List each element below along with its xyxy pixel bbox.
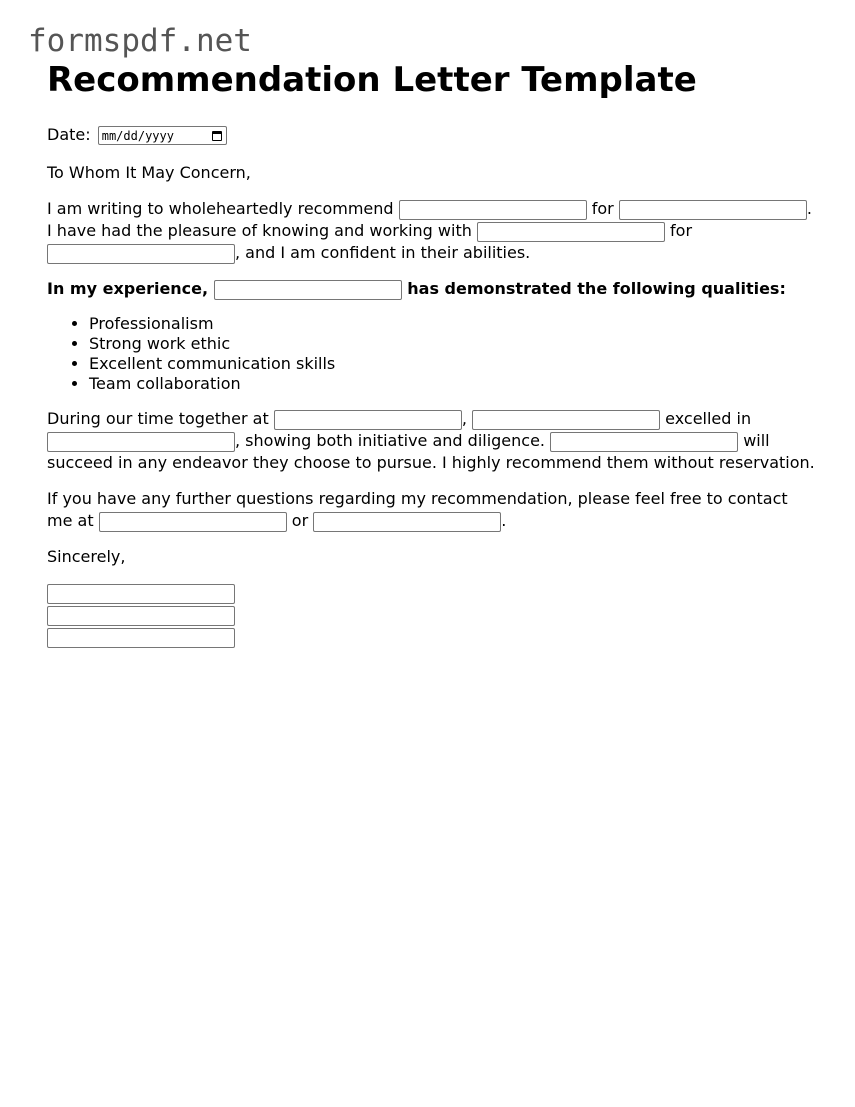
list-item: • Professionalism [89,314,817,334]
signer-name-field[interactable] [47,584,235,604]
p1-text-5: , and I am confident in their abilities. [235,243,531,262]
p2-text-2: has demonstrated the following qualities: [407,279,786,298]
p3-text-4: , showing both initiative and diligence. [235,431,546,450]
qualities-list [47,314,817,394]
date-label: Date: [47,125,91,144]
date-placeholder: mm/dd/yyyy [101,129,174,143]
p1-text-1: I am writing to wholeheartedly recommend [47,199,394,218]
signature-block [47,584,817,648]
p4-text-1: If you have any further questions regarding my recommendation, please feel free to contact me at [47,489,788,530]
list-item: • Strong work ethic [89,334,817,354]
list-item: • Team collaboration [89,374,817,394]
calendar-icon[interactable] [212,131,222,141]
letter-page [47,58,817,650]
watermark: formspdf.net [28,23,252,59]
p3-text-1: During our time together at [47,409,269,428]
candidate-name-field-5[interactable] [550,432,738,452]
company-field[interactable] [274,410,462,430]
p1-text-3: . I have had the pleasure of knowing and working with [47,199,812,240]
candidate-name-field[interactable] [399,200,587,220]
duration-field[interactable] [47,244,235,264]
p4-text-3: . [501,511,507,530]
signer-title-field[interactable] [47,606,235,626]
paragraph-experience [47,278,817,300]
p1-text-4: for [670,221,693,240]
paragraph-time-together [47,408,817,474]
date-row [47,124,817,146]
p2-text-1: In my experience, [47,279,209,298]
p3-text-5: will succeed in any endeavor they choose to pursue. I highly recommend them without reservation. [47,431,815,472]
p1-text-2: for [591,199,614,218]
candidate-name-field-3[interactable] [214,280,402,300]
date-input[interactable] [98,126,227,145]
list-item: • Excellent communication skills [89,354,817,374]
position-field[interactable] [619,200,807,220]
candidate-name-field-4[interactable] [472,410,660,430]
candidate-name-field-2[interactable] [477,222,665,242]
contact-phone-field[interactable] [99,512,287,532]
signer-company-field[interactable] [47,628,235,648]
page-title: Recommendation Letter Template [47,60,697,100]
contact-email-field[interactable] [313,512,501,532]
paragraph-recommend [47,198,817,264]
salutation: To Whom It May Concern, [47,163,251,182]
closing: Sincerely, [47,547,126,566]
p3-text-2: , [461,409,467,428]
paragraph-contact [47,488,817,532]
p3-text-3: excelled in [665,409,752,428]
p4-text-2: or [291,511,309,530]
skill-area-field[interactable] [47,432,235,452]
